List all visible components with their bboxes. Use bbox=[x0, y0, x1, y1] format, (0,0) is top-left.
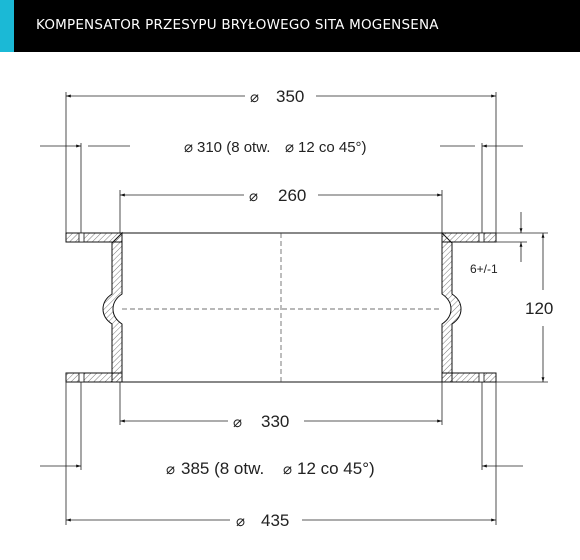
dim-350-label: 350 bbox=[276, 87, 305, 106]
dim-310-hole-label: 12 co 45°) bbox=[298, 139, 367, 156]
dim-385-hole-symbol: ⌀ bbox=[283, 461, 293, 478]
dim-height-label: 120 bbox=[525, 299, 554, 318]
dim-435-label: 435 bbox=[261, 511, 290, 530]
dim-260-label: 260 bbox=[278, 186, 307, 205]
dim-385-hole-label: 12 co 45°) bbox=[297, 459, 375, 478]
dim-330-label: 330 bbox=[261, 412, 290, 431]
dim-385-label: 385 (8 otw. bbox=[181, 459, 265, 478]
dim-flange-label: 6+/-1 bbox=[470, 262, 498, 276]
dim-385-symbol: ⌀ bbox=[166, 461, 176, 478]
dimension-labels bbox=[166, 87, 553, 530]
dim-310-hole-symbol: ⌀ bbox=[285, 139, 295, 156]
dim-260-symbol: ⌀ bbox=[249, 188, 259, 205]
dim-350-symbol: ⌀ bbox=[250, 89, 260, 106]
dim-310-label: 310 (8 otw. bbox=[197, 139, 271, 156]
dim-330-symbol: ⌀ bbox=[233, 414, 243, 431]
page-title: KOMPENSATOR PRZESYPU BRYŁOWEGO SITA MOGENSENA bbox=[36, 17, 439, 33]
compensator-body bbox=[66, 233, 496, 382]
dim-435-symbol: ⌀ bbox=[236, 513, 246, 530]
dimension-lines bbox=[40, 96, 543, 520]
dim-310-symbol: ⌀ bbox=[184, 139, 194, 156]
